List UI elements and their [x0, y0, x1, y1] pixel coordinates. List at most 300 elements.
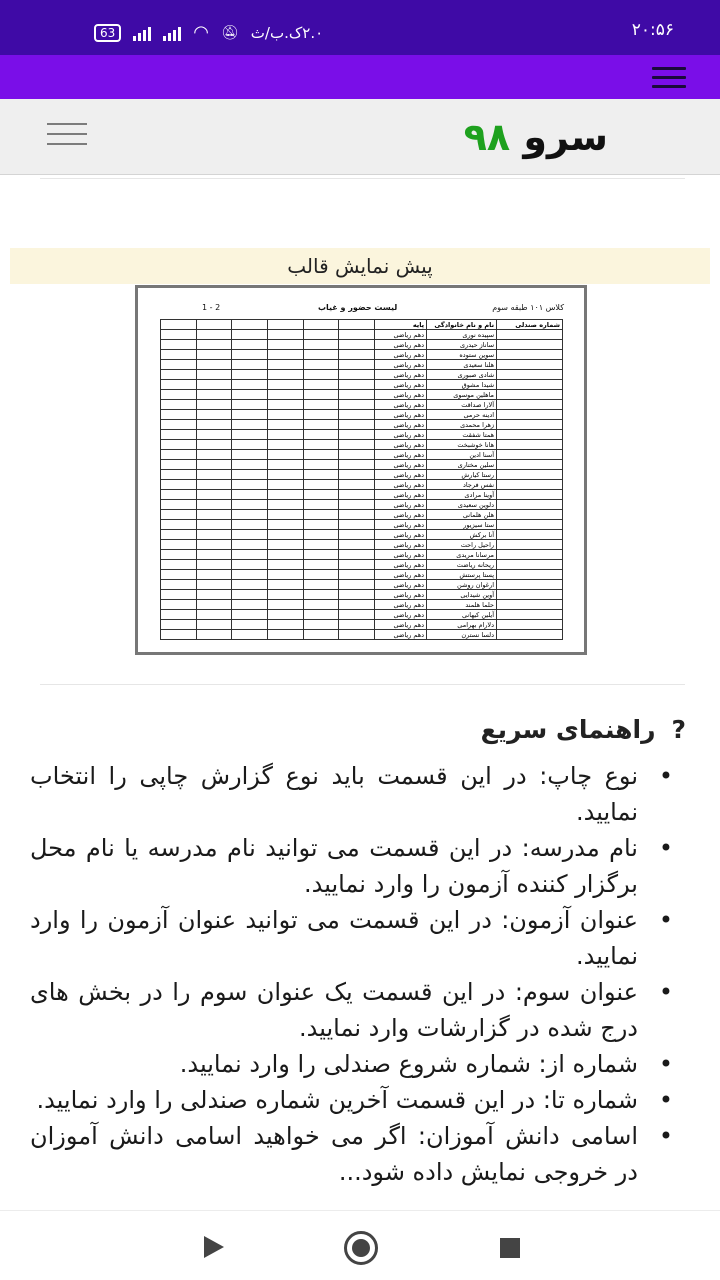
guide-title: راهنمای سریع: [480, 715, 656, 744]
empty-cell: [161, 530, 197, 540]
seat-cell: [497, 590, 563, 600]
empty-cell: [268, 520, 304, 530]
student-name-cell: مرسانا مریدی: [427, 550, 497, 560]
site-header: [0, 99, 720, 175]
student-name-cell: پستا پرستش: [427, 570, 497, 580]
site-menu-icon[interactable]: [47, 123, 87, 147]
empty-cell: [303, 590, 339, 600]
empty-cell: [196, 410, 232, 420]
empty-cell: [268, 330, 304, 340]
student-name-cell: زهرا محمدی: [427, 420, 497, 430]
empty-cell: [161, 400, 197, 410]
seat-cell: [497, 490, 563, 500]
empty-cell: [303, 410, 339, 420]
empty-cell: [161, 430, 197, 440]
empty-cell: [161, 330, 197, 340]
seat-cell: [497, 410, 563, 420]
seat-cell: [497, 380, 563, 390]
empty-cell: [196, 480, 232, 490]
empty-cell: [232, 350, 268, 360]
guide-list: [30, 758, 648, 1190]
empty-cell: [196, 580, 232, 590]
hamburger-menu-icon[interactable]: [652, 67, 686, 89]
empty-cell: [232, 590, 268, 600]
empty-cell: [268, 400, 304, 410]
table-row: [161, 610, 563, 620]
seat-cell: [497, 570, 563, 580]
empty-cell: [161, 470, 197, 480]
empty-cell: [161, 580, 197, 590]
header-cell: شماره صندلی: [497, 320, 563, 330]
grade-cell: دهم ریاضی: [375, 420, 427, 430]
seat-cell: [497, 480, 563, 490]
student-name-cell: هلن هلمانی: [427, 510, 497, 520]
empty-cell: [161, 630, 197, 640]
student-name-cell: ستا سیزیور: [427, 520, 497, 530]
empty-cell: [196, 600, 232, 610]
student-name-cell: دلارام بهرامی: [427, 620, 497, 630]
empty-cell: [303, 460, 339, 470]
table-row: [161, 490, 563, 500]
empty-cell: [161, 490, 197, 500]
student-name-cell: هانا خوشبخت: [427, 440, 497, 450]
empty-cell: [196, 530, 232, 540]
attendance-table: [160, 319, 563, 640]
grade-cell: دهم ریاضی: [375, 410, 427, 420]
empty-cell: [303, 430, 339, 440]
empty-cell: [339, 360, 375, 370]
empty-cell: [268, 530, 304, 540]
table-row: [161, 430, 563, 440]
battery-icon: 63: [94, 24, 121, 42]
app-bar: [0, 55, 720, 99]
seat-cell: [497, 510, 563, 520]
empty-cell: [161, 370, 197, 380]
seat-cell: [497, 390, 563, 400]
empty-cell: [339, 470, 375, 480]
sheet-header: [138, 303, 584, 317]
table-row: [161, 460, 563, 470]
empty-cell: [161, 510, 197, 520]
empty-cell: [268, 350, 304, 360]
table-row: [161, 580, 563, 590]
empty-cell: [303, 370, 339, 380]
empty-cell: [161, 520, 197, 530]
seat-cell: [497, 530, 563, 540]
student-name-cell: حلما هلمند: [427, 600, 497, 610]
student-name-cell: نفس فرجاد: [427, 480, 497, 490]
student-name-cell: ساناز حیدری: [427, 340, 497, 350]
empty-cell: [161, 570, 197, 580]
empty-cell: [161, 620, 197, 630]
empty-cell: [232, 510, 268, 520]
list-item: • شماره از: شماره شروع صندلی را وارد نمایید.: [30, 1046, 648, 1082]
empty-cell: [268, 390, 304, 400]
grade-cell: دهم ریاضی: [375, 390, 427, 400]
empty-cell: [339, 530, 375, 540]
system-nav-bar: [0, 1210, 720, 1280]
empty-cell: [232, 370, 268, 380]
empty-cell: [161, 540, 197, 550]
empty-cell: [339, 520, 375, 530]
seat-cell: [497, 360, 563, 370]
grade-cell: دهم ریاضی: [375, 630, 427, 640]
empty-cell: [268, 560, 304, 570]
student-name-cell: آلارا صداقت: [427, 400, 497, 410]
table-row: [161, 550, 563, 560]
empty-cell: [339, 380, 375, 390]
empty-cell: [196, 390, 232, 400]
empty-cell: [303, 480, 339, 490]
empty-cell: [232, 440, 268, 450]
empty-cell: [303, 570, 339, 580]
empty-cell: [196, 400, 232, 410]
sheet-class-label: کلاس ۱۰۱ طبقه سوم: [492, 303, 564, 312]
status-indicators: [94, 22, 323, 43]
empty-cell: [196, 350, 232, 360]
logo-word: سرو: [523, 115, 608, 159]
empty-cell: [232, 330, 268, 340]
grade-cell: دهم ریاضی: [375, 550, 427, 560]
empty-cell: [268, 450, 304, 460]
empty-cell: [303, 470, 339, 480]
empty-cell: [268, 420, 304, 430]
empty-cell: [196, 570, 232, 580]
header-cell: نام و نام خانوادگی: [427, 320, 497, 330]
grade-cell: دهم ریاضی: [375, 350, 427, 360]
student-name-cell: آوین شیدایی: [427, 590, 497, 600]
seat-cell: [497, 420, 563, 430]
empty-cell: [268, 320, 304, 330]
empty-cell: [339, 490, 375, 500]
empty-cell: [339, 320, 375, 330]
empty-cell: [232, 500, 268, 510]
seat-cell: [497, 580, 563, 590]
empty-cell: [268, 630, 304, 640]
empty-cell: [339, 550, 375, 560]
seat-cell: [497, 470, 563, 480]
student-name-cell: آیلین کیهانی: [427, 610, 497, 620]
student-name-cell: ریحانه ریاضت: [427, 560, 497, 570]
empty-cell: [161, 390, 197, 400]
empty-cell: [232, 550, 268, 560]
empty-cell: [196, 430, 232, 440]
grade-cell: دهم ریاضی: [375, 620, 427, 630]
seat-cell: [497, 630, 563, 640]
empty-cell: [161, 360, 197, 370]
seat-cell: [497, 620, 563, 630]
list-item: • نام مدرسه: در این قسمت می توانید نام مدرسه یا نام محل برگزار کننده آزمون را وارد نمایید.: [30, 830, 648, 902]
student-name-cell: همتا شفقت: [427, 430, 497, 440]
empty-cell: [196, 540, 232, 550]
empty-cell: [339, 460, 375, 470]
grade-cell: دهم ریاضی: [375, 340, 427, 350]
empty-cell: [161, 480, 197, 490]
empty-cell: [196, 490, 232, 500]
site-logo[interactable]: [464, 115, 608, 159]
table-row: [161, 620, 563, 630]
student-name-cell: ماهلین موسوی: [427, 390, 497, 400]
empty-cell: [161, 380, 197, 390]
empty-cell: [339, 390, 375, 400]
empty-cell: [303, 330, 339, 340]
empty-cell: [161, 320, 197, 330]
empty-cell: [161, 500, 197, 510]
empty-cell: [303, 500, 339, 510]
seat-cell: [497, 560, 563, 570]
table-row: [161, 500, 563, 510]
empty-cell: [303, 560, 339, 570]
empty-cell: [196, 520, 232, 530]
student-name-cell: شادی صبوری: [427, 370, 497, 380]
empty-cell: [232, 570, 268, 580]
grade-cell: دهم ریاضی: [375, 600, 427, 610]
empty-cell: [196, 470, 232, 480]
seat-cell: [497, 400, 563, 410]
empty-cell: [268, 480, 304, 490]
table-row: [161, 340, 563, 350]
empty-cell: [303, 630, 339, 640]
empty-cell: [161, 420, 197, 430]
empty-cell: [196, 370, 232, 380]
empty-cell: [268, 510, 304, 520]
clock: ۲۰:۵۶: [631, 20, 674, 40]
empty-cell: [232, 540, 268, 550]
empty-cell: [339, 510, 375, 520]
seat-cell: [497, 330, 563, 340]
empty-cell: [196, 330, 232, 340]
table-row: [161, 470, 563, 480]
empty-cell: [303, 450, 339, 460]
table-row: [161, 440, 563, 450]
empty-cell: [161, 410, 197, 420]
empty-cell: [196, 500, 232, 510]
empty-cell: [196, 590, 232, 600]
student-name-cell: سلین مختاری: [427, 460, 497, 470]
table-row: [161, 480, 563, 490]
table-row: [161, 570, 563, 580]
sheet-title: لیست حضور و غیاب: [318, 303, 398, 312]
empty-cell: [196, 340, 232, 350]
grade-cell: دهم ریاضی: [375, 490, 427, 500]
empty-cell: [268, 540, 304, 550]
empty-cell: [232, 620, 268, 630]
seat-cell: [497, 610, 563, 620]
status-bar: [0, 0, 720, 55]
empty-cell: [268, 580, 304, 590]
student-name-cell: هلنا سعیدی: [427, 360, 497, 370]
divider: [40, 684, 685, 685]
empty-cell: [161, 350, 197, 360]
list-item: • عنوان سوم: در این قسمت یک عنوان سوم را در بخش های درج شده در گزارشات وارد نمایید.: [30, 974, 648, 1046]
template-preview-image: [135, 285, 587, 655]
empty-cell: [232, 360, 268, 370]
signal-icon: [133, 25, 151, 41]
empty-cell: [303, 610, 339, 620]
list-item: • شماره تا: در این قسمت آخرین شماره صندلی را وارد نمایید.: [30, 1082, 648, 1118]
list-item: • نوع چاپ: در این قسمت باید نوع گزارش چاپی را انتخاب نمایید.: [30, 758, 648, 830]
empty-cell: [161, 440, 197, 450]
empty-cell: [268, 570, 304, 580]
empty-cell: [339, 570, 375, 580]
seat-cell: [497, 460, 563, 470]
empty-cell: [161, 560, 197, 570]
list-item: • عنوان آزمون: در این قسمت می توانید عنوان آزمون را وارد نمایید.: [30, 902, 648, 974]
empty-cell: [196, 630, 232, 640]
empty-cell: [303, 360, 339, 370]
empty-cell: [339, 350, 375, 360]
empty-cell: [303, 520, 339, 530]
list-item: • اسامی دانش آموزان: اگر می خواهید اسامی دانش آموزان در خروجی نمایش داده شود...: [30, 1118, 648, 1190]
empty-cell: [268, 490, 304, 500]
empty-cell: [339, 330, 375, 340]
empty-cell: [339, 440, 375, 450]
grade-cell: دهم ریاضی: [375, 330, 427, 340]
empty-cell: [268, 620, 304, 630]
seat-cell: [497, 340, 563, 350]
empty-cell: [161, 550, 197, 560]
empty-cell: [303, 620, 339, 630]
table-row: [161, 540, 563, 550]
student-name-cell: راحیل راحت: [427, 540, 497, 550]
table-row: [161, 600, 563, 610]
empty-cell: [268, 370, 304, 380]
empty-cell: [303, 600, 339, 610]
student-name-cell: رستا کیارش: [427, 470, 497, 480]
empty-cell: [232, 320, 268, 330]
empty-cell: [161, 340, 197, 350]
table-row: [161, 330, 563, 340]
grade-cell: دهم ریاضی: [375, 370, 427, 380]
empty-cell: [232, 400, 268, 410]
student-name-cell: سوین ستوده: [427, 350, 497, 360]
logo-number: ۹۸: [463, 115, 511, 159]
empty-cell: [339, 410, 375, 420]
grade-cell: دهم ریاضی: [375, 360, 427, 370]
empty-cell: [268, 340, 304, 350]
empty-cell: [303, 530, 339, 540]
student-name-cell: ادینه حرمی: [427, 410, 497, 420]
student-name-cell: سپیده نوری: [427, 330, 497, 340]
grade-cell: دهم ریاضی: [375, 570, 427, 580]
grade-cell: دهم ریاضی: [375, 520, 427, 530]
empty-cell: [303, 580, 339, 590]
empty-cell: [268, 500, 304, 510]
empty-cell: [339, 620, 375, 630]
empty-cell: [196, 420, 232, 430]
grade-cell: دهم ریاضی: [375, 510, 427, 520]
seat-cell: [497, 540, 563, 550]
empty-cell: [303, 400, 339, 410]
student-name-cell: دلسا نسترن: [427, 630, 497, 640]
grade-cell: دهم ریاضی: [375, 480, 427, 490]
grade-cell: دهم ریاضی: [375, 580, 427, 590]
grade-cell: دهم ریاضی: [375, 500, 427, 510]
grade-cell: دهم ریاضی: [375, 540, 427, 550]
empty-cell: [161, 450, 197, 460]
empty-cell: [196, 620, 232, 630]
empty-cell: [196, 510, 232, 520]
student-name-cell: آوینا مرادی: [427, 490, 497, 500]
student-name-cell: دلوین سعیدی: [427, 500, 497, 510]
home-icon[interactable]: [344, 1231, 378, 1265]
grade-cell: دهم ریاضی: [375, 400, 427, 410]
seat-cell: [497, 350, 563, 360]
empty-cell: [232, 490, 268, 500]
empty-cell: [232, 560, 268, 570]
empty-cell: [303, 350, 339, 360]
grade-cell: دهم ریاضی: [375, 380, 427, 390]
empty-cell: [196, 560, 232, 570]
empty-cell: [196, 440, 232, 450]
empty-cell: [268, 550, 304, 560]
empty-cell: [232, 480, 268, 490]
empty-cell: [196, 320, 232, 330]
empty-cell: [268, 410, 304, 420]
empty-cell: [303, 420, 339, 430]
empty-cell: [339, 560, 375, 570]
empty-cell: [339, 370, 375, 380]
seat-cell: [497, 430, 563, 440]
empty-cell: [339, 540, 375, 550]
recents-icon[interactable]: [500, 1238, 520, 1258]
empty-cell: [339, 340, 375, 350]
wifi-icon: ◠: [193, 22, 209, 43]
table-row: [161, 360, 563, 370]
network-speed: ۲.۰ک.ب/ث: [250, 23, 324, 42]
back-icon[interactable]: [204, 1236, 224, 1258]
empty-cell: [268, 600, 304, 610]
grade-cell: دهم ریاضی: [375, 610, 427, 620]
grade-cell: دهم ریاضی: [375, 590, 427, 600]
grade-cell: دهم ریاضی: [375, 530, 427, 540]
empty-cell: [161, 610, 197, 620]
table-header-row: [161, 320, 563, 330]
seat-cell: [497, 600, 563, 610]
table-row: [161, 410, 563, 420]
table-row: [161, 380, 563, 390]
grade-cell: دهم ریاضی: [375, 450, 427, 460]
table-row: [161, 510, 563, 520]
student-name-cell: شیدا مشوق: [427, 380, 497, 390]
empty-cell: [232, 610, 268, 620]
empty-cell: [268, 470, 304, 480]
empty-cell: [339, 600, 375, 610]
empty-cell: [232, 450, 268, 460]
guide-heading: [481, 715, 686, 744]
empty-cell: [339, 630, 375, 640]
student-name-cell: آسنا ادین: [427, 450, 497, 460]
empty-cell: [196, 360, 232, 370]
seat-cell: [497, 450, 563, 460]
table-row: [161, 560, 563, 570]
empty-cell: [339, 420, 375, 430]
empty-cell: [268, 460, 304, 470]
empty-cell: [196, 460, 232, 470]
grade-cell: دهم ریاضی: [375, 470, 427, 480]
empty-cell: [161, 600, 197, 610]
grade-cell: دهم ریاضی: [375, 440, 427, 450]
table-row: [161, 630, 563, 640]
table-row: [161, 400, 563, 410]
table-row: [161, 590, 563, 600]
empty-cell: [232, 520, 268, 530]
empty-cell: [303, 540, 339, 550]
empty-cell: [268, 430, 304, 440]
empty-cell: [339, 580, 375, 590]
empty-cell: [339, 450, 375, 460]
empty-cell: [232, 530, 268, 540]
